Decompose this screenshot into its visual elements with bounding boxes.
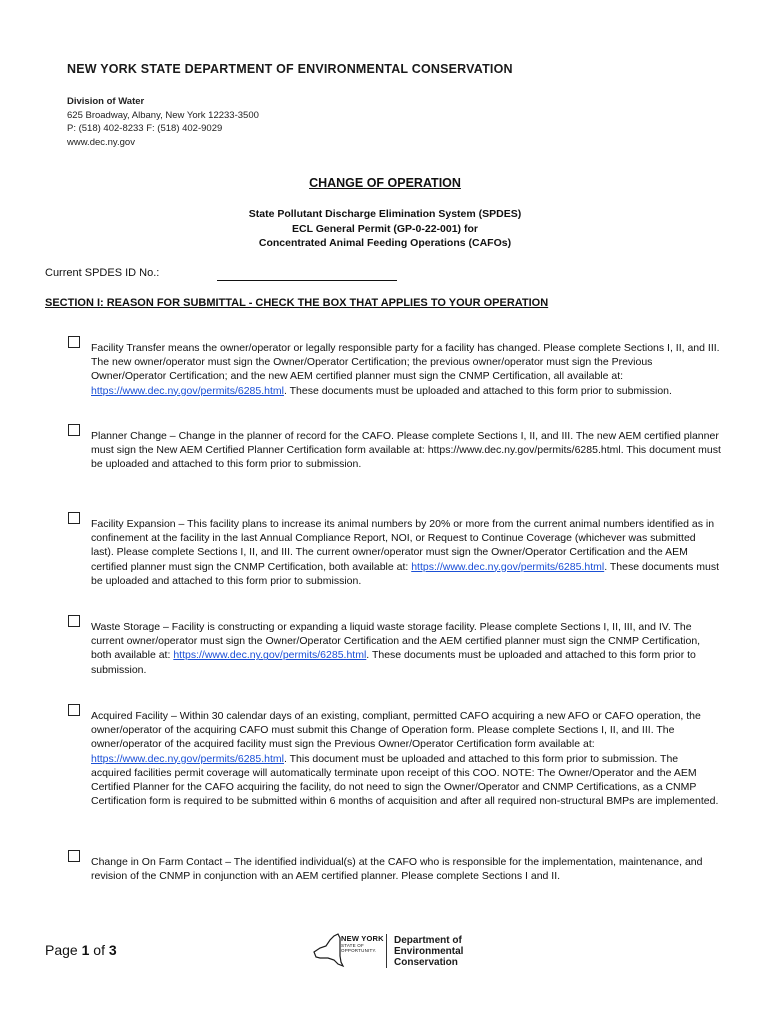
page-prefix: Page [45, 942, 82, 958]
option-text-end: . These documents must be uploaded and attached to this form prior to submission. [91, 649, 696, 676]
logo-state: NEW YORK [341, 934, 384, 943]
form-subtitle [0, 207, 770, 251]
agency-address-block [67, 95, 259, 149]
section-1-heading: SECTION I: REASON FOR SUBMITTAL - CHECK THE BOX THAT APPLIES TO YOUR OPERATION [45, 297, 549, 309]
waste-storage-checkbox[interactable] [68, 615, 80, 627]
permits-link[interactable]: https://www.dec.ny.gov/permits/6285.html [173, 649, 367, 662]
option-text: Facility Transfer means the owner/operator or legally responsible party for a facility has changed. Please complete Sections I, II, and III. The new owner/operator must sign the Owner/Operator Certification; the previous owner/operator must sign the Previous Owner/Operator Certification; and the new AEM certified planner must sign the CNMP Certification, all available at: [91, 342, 720, 383]
division-name: Division of Water [67, 96, 145, 107]
waste-storage-text [91, 620, 721, 677]
agency-name: NEW YORK STATE DEPARTMENT OF ENVIRONMENTAL CONSERVATION [67, 62, 513, 76]
option-text-end: . These documents must be uploaded and attached to this form prior to submission. [91, 560, 719, 587]
option-text: Change in On Farm Contact – The identified individual(s) at the CAFO who is responsible for the implementation, maintenance, and revision of the CNMP in conjunction with an AEM certified planner. Please complete Sections I and II. [91, 856, 703, 883]
logo-state-small-2: OPPORTUNITY. [341, 948, 377, 953]
facility-transfer-text [91, 341, 721, 398]
logo-state-small-1: STATE OF [341, 943, 364, 948]
permits-link[interactable]: https://www.dec.ny.gov/permits/6285.html [91, 752, 284, 765]
permits-link[interactable]: https://www.dec.ny.gov/permits/6285.html [91, 384, 284, 397]
subtitle-line-1: State Pollutant Discharge Elimination System (SPDES) [248, 208, 522, 220]
logo-dept-text [394, 935, 463, 968]
page-number [45, 942, 117, 958]
acquired-facility-text [91, 709, 721, 808]
facility-expansion-checkbox[interactable] [68, 512, 80, 524]
spdes-id-label: Current SPDES ID No.: [45, 267, 160, 279]
option-text: Acquired Facility – Within 30 calendar days of an existing, compliant, permitted CAFO acquiring a new AFO or CAFO operation, the owner/operator of the acquiring CAFO must submit this Change of Operation form. Please complete Sections I, II, and III. The owner/operator of the acquired facility must sign the Previous Owner/Operator Certification form available at: [91, 710, 701, 751]
subtitle-line-2: ECL General Permit (GP-0-22-001) for [292, 222, 478, 235]
on-farm-contact-text [91, 855, 721, 883]
subtitle-line-3: Concentrated Animal Feeding Operations (CAFOs) [258, 237, 512, 249]
form-title: CHANGE OF OPERATION [309, 176, 461, 190]
logo-divider [386, 934, 387, 968]
permits-link[interactable]: https://www.dec.ny.gov/permits/6285.html [411, 560, 605, 573]
page-of: of [89, 942, 109, 958]
option-text: Waste Storage – Facility is constructing or expanding a liquid waste storage facility. Please complete Sections I, II, III, and IV. The current owner/operator must sign the Owner/Operator Certification and the AEM certified planner must sign the CNMP Certification, both available at: [91, 621, 701, 662]
logo-dept-1: Department of [394, 935, 462, 946]
planner-change-checkbox[interactable] [68, 424, 80, 436]
street-address: 625 Broadway, Albany, New York 12233-3500 [67, 109, 259, 121]
on-farm-contact-checkbox[interactable] [68, 850, 80, 862]
planner-change-text [91, 429, 721, 472]
facility-transfer-checkbox[interactable] [68, 336, 80, 348]
logo-state-text [341, 935, 384, 953]
spdes-id-field[interactable] [217, 280, 397, 281]
option-text-end: . This document must be uploaded and attached to this form prior to submission. The acquired facilities permit coverage will automatically terminate upon receipt of this COO. NOTE: The Owner/Operator and the AEM Certified Planner for the CAFO acquiring the facility, do not need to sign the Owner/Operator and CNMP Certifications, as a CNMP Certification form is required to be submitted within 6 months of acquisition and after all required non-structural BMPs are implemented. [91, 752, 719, 808]
page-total: 3 [108, 942, 117, 958]
logo-dept-2: Environmental [394, 946, 464, 957]
facility-expansion-text [91, 517, 721, 588]
agency-website: www.dec.ny.gov [67, 136, 135, 148]
acquired-facility-checkbox[interactable] [68, 704, 80, 716]
page-current: 1 [81, 942, 90, 958]
logo-dept-3: Conservation [394, 957, 458, 968]
phone-fax: P: (518) 402-8233 F: (518) 402-9029 [67, 123, 223, 134]
option-text: Facility Expansion – This facility plans to increase its animal numbers by 20% or more from the current animal numbers identified as in confinement at the facility in the last Annual Compliance Report, NOI, or Request to Continue Coverage (whichever was submitted last). Please complete Sections I, II, and III. The current owner/operator must sign the Owner/Operator Certification and the AEM certified planner must sign the CNMP Certification, both available at: [91, 518, 715, 573]
option-text: Planner Change – Change in the planner of record for the CAFO. Please complete Sections I, II, and III. The new AEM certified planner must sign the New AEM Certified Planner Certification form available at: https://www.dec.ny.gov/permits/6285.html. This document must be uploaded and attached to this form prior to submission. [91, 430, 721, 471]
option-text-end: . These documents must be uploaded and attached to this form prior to submission. [283, 384, 672, 397]
